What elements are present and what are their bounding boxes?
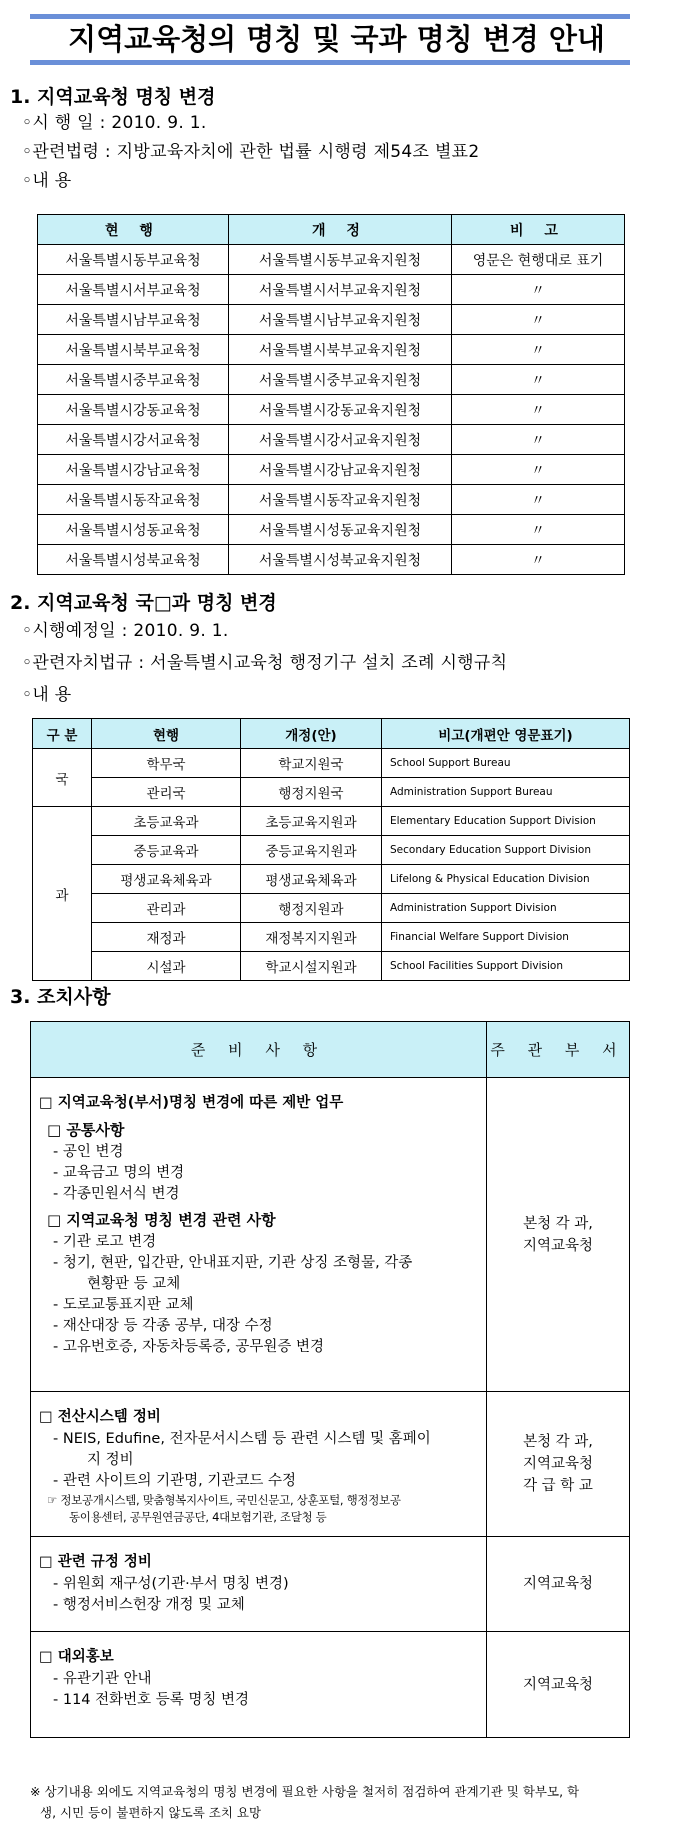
section1-heading: 1. 지역교육청 명칭 변경 bbox=[10, 86, 216, 108]
section2-law: ◦관련자치법규 : 서울특별시교육청 행정기구 설치 조례 시행규칙 bbox=[22, 653, 508, 673]
task-item: - 관련 사이트의 기관명, 기관코드 수정 bbox=[53, 1473, 296, 1489]
cell-revised: 서울특별시남부교육지원청 bbox=[229, 305, 452, 335]
cell-current: 학무국 bbox=[92, 749, 241, 778]
table-row bbox=[38, 305, 625, 335]
section1-date: ◦시 행 일 : 2010. 9. 1. bbox=[22, 113, 207, 133]
cell-english: School Support Bureau bbox=[382, 749, 630, 778]
cell-current: 초등교육과 bbox=[92, 807, 241, 836]
task-item: - NEIS, Edufine, 전자문서시스템 등 관련 시스템 및 홈페이 bbox=[53, 1431, 431, 1447]
cell-revised: 서울특별시강남교육지원청 bbox=[229, 455, 452, 485]
cell-revised: 서울특별시성동교육지원청 bbox=[229, 515, 452, 545]
cell-remarks: 〃 bbox=[452, 395, 625, 425]
cell-revised: 행정지원과 bbox=[241, 894, 382, 923]
cell-current: 서울특별시강서교육청 bbox=[38, 425, 229, 455]
task-item: - 행정서비스헌장 개정 및 교체 bbox=[53, 1597, 245, 1613]
table-row bbox=[38, 455, 625, 485]
cell-remarks: 〃 bbox=[452, 545, 625, 575]
task-item: - 공인 변경 bbox=[53, 1144, 124, 1160]
task-item: - 교육금고 명의 변경 bbox=[53, 1165, 185, 1181]
task-subhead: □ 지역교육청 명칭 변경 관련 사항 bbox=[47, 1211, 276, 1229]
task-item: - 청기, 현판, 입간판, 안내표지판, 기관 상징 조형물, 각종 bbox=[53, 1255, 413, 1271]
table-row bbox=[38, 515, 625, 545]
cell-current: 서울특별시중부교육청 bbox=[38, 365, 229, 395]
cell-current: 관리국 bbox=[92, 778, 241, 807]
task-item: - 고유번호증, 자동차등록증, 공무원증 변경 bbox=[53, 1339, 325, 1355]
table-row bbox=[38, 545, 625, 575]
cell-current: 서울특별시서부교육청 bbox=[38, 275, 229, 305]
dept-line: 지역교육청 bbox=[522, 1237, 594, 1254]
action-row-4 bbox=[31, 1632, 630, 1738]
task-head: □ 지역교육청(부서)명칭 변경에 따른 제반 업무 bbox=[39, 1095, 344, 1111]
table-header-row bbox=[38, 215, 625, 245]
task-cell bbox=[31, 1632, 487, 1738]
dept-line: 지역교육청 bbox=[522, 1676, 594, 1693]
task-reference: 동이용센터, 공무원연금공단, 4대보험기관, 조달청 등 bbox=[69, 1510, 327, 1524]
cell-current: 관리과 bbox=[92, 894, 241, 923]
cell-remarks: 〃 bbox=[452, 275, 625, 305]
cell-remarks: 〃 bbox=[452, 485, 625, 515]
cell-current: 서울특별시남부교육청 bbox=[38, 305, 229, 335]
task-cell bbox=[31, 1537, 487, 1632]
task-subhead: □ 공통사항 bbox=[47, 1121, 125, 1139]
table-row bbox=[33, 923, 630, 952]
cell-revised: 서울특별시북부교육지원청 bbox=[229, 335, 452, 365]
col-category: 구 분 bbox=[33, 719, 92, 749]
table-row bbox=[38, 485, 625, 515]
task-item: - 도로교통표지판 교체 bbox=[53, 1297, 194, 1313]
table-row bbox=[38, 365, 625, 395]
task-item: - 재산대장 등 각종 공부, 대장 수정 bbox=[53, 1318, 273, 1334]
cell-remarks: 〃 bbox=[452, 515, 625, 545]
cell-category: 국 bbox=[33, 749, 92, 807]
cell-remarks: 〃 bbox=[452, 365, 625, 395]
task-item: 현황판 등 교체 bbox=[87, 1276, 181, 1292]
cell-remarks: 〃 bbox=[452, 455, 625, 485]
cell-revised: 재정복지지원과 bbox=[241, 923, 382, 952]
table-row bbox=[38, 335, 625, 365]
dept-cell bbox=[487, 1392, 630, 1537]
dept-line: 각 급 학 교 bbox=[523, 1478, 593, 1494]
cell-revised: 중등교육지원과 bbox=[241, 836, 382, 865]
cell-english: Lifelong & Physical Education Division bbox=[382, 865, 630, 894]
table-row bbox=[38, 395, 625, 425]
cell-english: Administration Support Bureau bbox=[382, 778, 630, 807]
footnote-line: ※ 상기내용 외에도 지역교육청의 명칭 변경에 필요한 사항을 철저히 점검하여 관계기관 및 학부모, 학 bbox=[30, 1784, 580, 1799]
col-revised: 개정(안) bbox=[241, 719, 382, 749]
cell-remarks: 〃 bbox=[452, 335, 625, 365]
footnote-line: 생, 시민 등이 불편하지 않도록 조치 요망 bbox=[40, 1805, 262, 1820]
cell-english: Financial Welfare Support Division bbox=[382, 923, 630, 952]
table-row bbox=[38, 275, 625, 305]
cell-revised: 서울특별시동부교육지원청 bbox=[229, 245, 452, 275]
section2-date: ◦시행예정일 : 2010. 9. 1. bbox=[22, 621, 229, 641]
cell-current: 서울특별시강남교육청 bbox=[38, 455, 229, 485]
cell-current: 재정과 bbox=[92, 923, 241, 952]
section1-law: ◦관련법령 : 지방교육자치에 관한 법률 시행령 제54조 별표2 bbox=[22, 142, 480, 162]
dept-line: 본청 각 과, bbox=[523, 1215, 593, 1232]
cell-remarks: 영문은 현행대로 표기 bbox=[452, 245, 625, 275]
dept-line: 본청 각 과, bbox=[523, 1434, 593, 1450]
cell-category: 과 bbox=[33, 807, 92, 981]
col-revised: 개 정 bbox=[229, 215, 452, 245]
table-row bbox=[33, 807, 630, 836]
cell-revised: 학교시설지원과 bbox=[241, 952, 382, 981]
task-item: - 위원회 재구성(기관·부서 명칭 변경) bbox=[53, 1576, 289, 1592]
cell-current: 서울특별시동부교육청 bbox=[38, 245, 229, 275]
division-name-table bbox=[32, 718, 630, 981]
task-reference: ☞ 정보공개시스템, 맞춤형복지사이트, 국민신문고, 상훈포털, 행정정보공 bbox=[47, 1493, 401, 1507]
col-english: 비고(개편안 영문표기) bbox=[382, 719, 630, 749]
cell-revised: 서울특별시중부교육지원청 bbox=[229, 365, 452, 395]
cell-revised: 서울특별시강동교육지원청 bbox=[229, 395, 452, 425]
cell-current: 시설과 bbox=[92, 952, 241, 981]
action-row-3 bbox=[31, 1537, 630, 1632]
task-cell bbox=[31, 1078, 487, 1392]
table-row bbox=[38, 425, 625, 455]
task-head: □ 전산시스템 정비 bbox=[39, 1409, 161, 1425]
cell-revised: 초등교육지원과 bbox=[241, 807, 382, 836]
table-row bbox=[33, 952, 630, 981]
col-current: 현행 bbox=[92, 719, 241, 749]
cell-revised: 서울특별시강서교육지원청 bbox=[229, 425, 452, 455]
task-head: □ 대외홍보 bbox=[39, 1649, 114, 1665]
footnote bbox=[30, 1781, 650, 1823]
table-row bbox=[38, 245, 625, 275]
cell-current: 서울특별시성북교육청 bbox=[38, 545, 229, 575]
task-item: 지 정비 bbox=[87, 1452, 134, 1468]
title-rule-top bbox=[30, 14, 630, 19]
dept-cell bbox=[487, 1537, 630, 1632]
cell-english: School Facilities Support Division bbox=[382, 952, 630, 981]
cell-current: 평생교육체육과 bbox=[92, 865, 241, 894]
table-row bbox=[33, 836, 630, 865]
section3-heading: 3. 조치사항 bbox=[10, 986, 111, 1008]
dept-line: 지역교육청 bbox=[522, 1576, 594, 1592]
cell-current: 서울특별시강동교육청 bbox=[38, 395, 229, 425]
dept-cell bbox=[487, 1078, 630, 1392]
cell-revised: 학교지원국 bbox=[241, 749, 382, 778]
table-header-row bbox=[31, 1022, 630, 1078]
action-row-2 bbox=[31, 1392, 630, 1537]
action-table bbox=[30, 1021, 630, 1738]
table-row bbox=[33, 894, 630, 923]
cell-english: Elementary Education Support Division bbox=[382, 807, 630, 836]
section2-heading: 2. 지역교육청 국□과 명칭 변경 bbox=[10, 592, 277, 614]
section1-content: ◦내 용 bbox=[22, 171, 72, 191]
task-cell bbox=[31, 1392, 487, 1537]
cell-remarks: 〃 bbox=[452, 305, 625, 335]
table-row bbox=[33, 865, 630, 894]
col-remarks: 비 고 bbox=[452, 215, 625, 245]
office-name-table bbox=[37, 214, 625, 575]
task-item: - 114 전화번호 등록 명칭 변경 bbox=[53, 1692, 250, 1708]
cell-revised: 행정지원국 bbox=[241, 778, 382, 807]
title-rule-bottom bbox=[30, 60, 630, 65]
col-department: 주 관 부 서 bbox=[487, 1022, 630, 1078]
cell-english: Administration Support Division bbox=[382, 894, 630, 923]
dept-cell bbox=[487, 1632, 630, 1738]
cell-revised: 평생교육체육과 bbox=[241, 865, 382, 894]
dept-line: 지역교육청 bbox=[522, 1456, 594, 1472]
task-item: - 기관 로고 변경 bbox=[53, 1234, 157, 1250]
cell-revised: 서울특별시성북교육지원청 bbox=[229, 545, 452, 575]
cell-revised: 서울특별시서부교육지원청 bbox=[229, 275, 452, 305]
cell-current: 서울특별시성동교육청 bbox=[38, 515, 229, 545]
cell-english: Secondary Education Support Division bbox=[382, 836, 630, 865]
page-title: 지역교육청의 명칭 및 국과 명칭 변경 안내 bbox=[68, 22, 605, 56]
cell-remarks: 〃 bbox=[452, 425, 625, 455]
task-item: - 유관기관 안내 bbox=[53, 1671, 152, 1687]
section2-content: ◦내 용 bbox=[22, 685, 72, 705]
cell-revised: 서울특별시동작교육지원청 bbox=[229, 485, 452, 515]
table-row bbox=[33, 778, 630, 807]
col-current: 현 행 bbox=[38, 215, 229, 245]
cell-current: 중등교육과 bbox=[92, 836, 241, 865]
task-head: □ 관련 규정 정비 bbox=[39, 1554, 152, 1570]
col-tasks: 준 비 사 항 bbox=[31, 1022, 487, 1078]
action-row-1 bbox=[31, 1078, 630, 1392]
table-header-row bbox=[33, 719, 630, 749]
cell-current: 서울특별시북부교육청 bbox=[38, 335, 229, 365]
table-row bbox=[33, 749, 630, 778]
cell-current: 서울특별시동작교육청 bbox=[38, 485, 229, 515]
task-item: - 각종민원서식 변경 bbox=[53, 1186, 180, 1202]
